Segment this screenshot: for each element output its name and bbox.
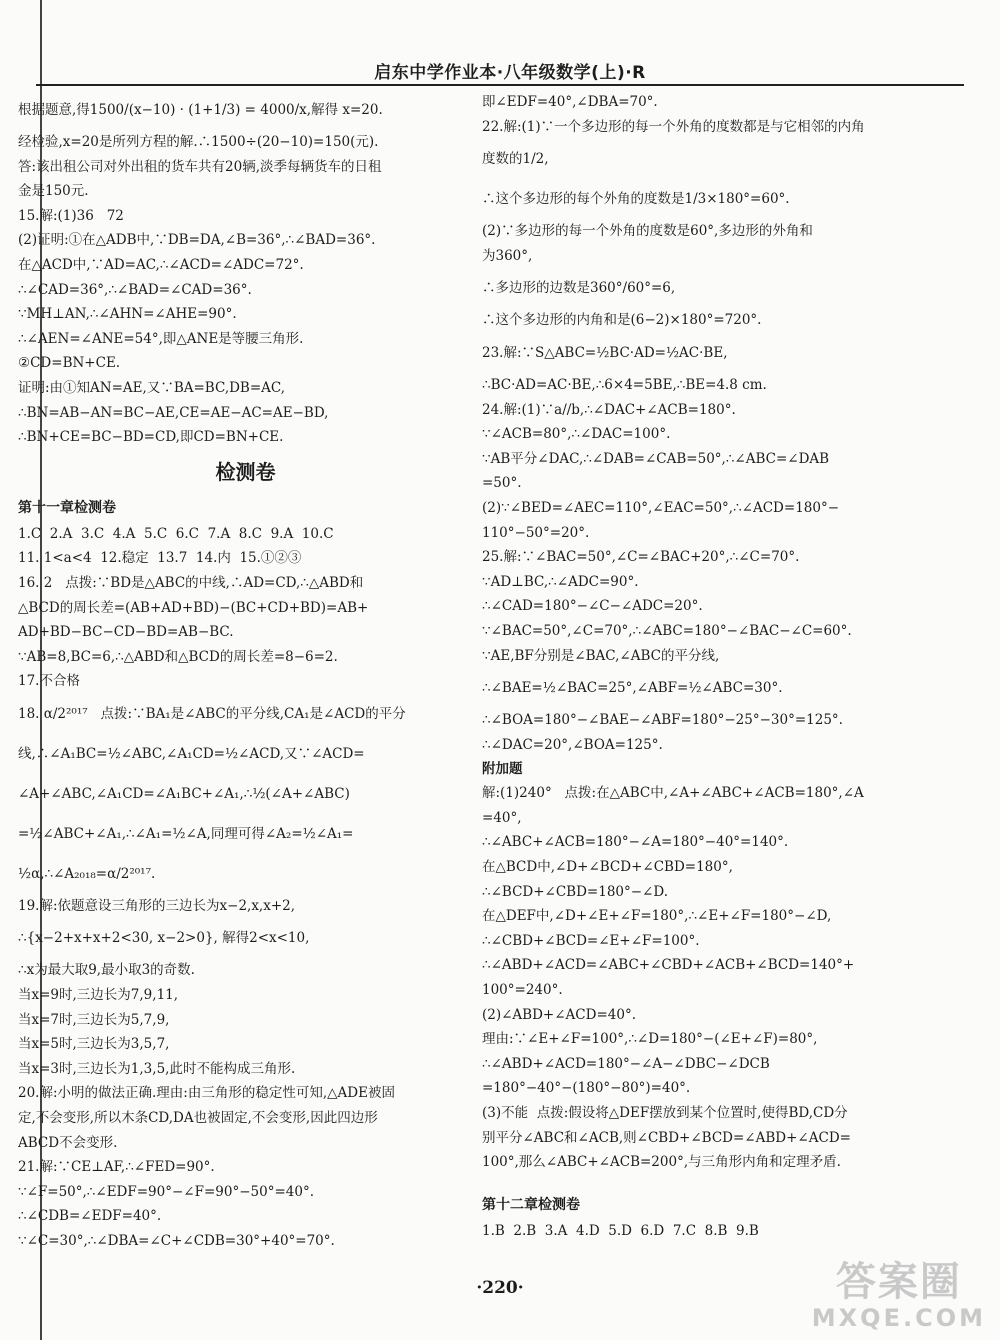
text-line: 理由:∵∠E+∠F=100°,∴∠D=180°−(∠E+∠F)=80°,: [482, 1031, 818, 1048]
text-line: 度数的1/2,: [482, 151, 549, 168]
text-line: 100°=240°.: [482, 982, 563, 999]
text-line: 答:该出租公司对外出租的货车共有20辆,淡季每辆货车的日租: [18, 158, 382, 175]
text-line: ∵∠ACB=80°,∴∠DAC=100°.: [482, 426, 671, 443]
left-column: [18, 90, 473, 1290]
text-line: AD+BD−BC−CD−BD=AB−BC.: [18, 624, 234, 641]
text-line: 定,不会变形,所以木条CD,DA也被固定,不会变形,因此四边形: [18, 1110, 378, 1127]
text-line: ∴∠CAD=180°−∠C−∠ADC=20°.: [482, 598, 703, 615]
text-line: ∴∠BCD+∠CBD=180°−∠D.: [482, 883, 669, 900]
text-line: 解:(1)240° 点拨:在△ABC中,∠A+∠ABC+∠ACB=180°,∠A: [482, 785, 864, 802]
text-line: 在△BCD中,∠D+∠BCD+∠CBD=180°,: [482, 859, 733, 876]
text-line: 24.解:(1)∵a//b,∴∠DAC+∠ACB=180°.: [482, 401, 736, 418]
page-header: 启东中学作业本·八年级数学(上)·R: [374, 63, 646, 83]
text-line: (2)∵多边形的每一个外角的度数是60°,多边形的外角和: [482, 223, 813, 240]
text-line: 21.解:∵CE⊥AF,∴∠FED=90°.: [18, 1159, 215, 1176]
text-line: =180°−40°−(180°−80°)=40°.: [482, 1080, 691, 1097]
text-line: 110°−50°=20°.: [482, 524, 590, 541]
watermark-url: MXQE.COM: [811, 1304, 986, 1332]
left-bottom-block: [18, 522, 473, 1254]
text-line: ∴∠CAD=36°,∴∠BAD=∠CAD=36°.: [18, 281, 252, 298]
right-column: [482, 90, 952, 1290]
text-line: ∴{x−2+x+x+2<30, x−2>0}, 解得2<x<10,: [18, 930, 310, 947]
text-line: 线,∴∠A₁BC=½∠ABC,∠A₁CD=½∠ACD,又∵∠ACD=: [18, 745, 365, 762]
site-watermark: [812, 1260, 986, 1332]
text-line: ∴x为最大取9,最小取3的奇数.: [18, 962, 195, 979]
text-line: 在△DEF中,∠D+∠E+∠F=180°,∴∠E+∠F=180°−∠D,: [482, 908, 832, 925]
text-line: 20.解:小明的做法正确.理由:由三角形的稳定性可知,△ADE被固: [18, 1085, 395, 1102]
text-line: ∴这个多边形的每个外角的度数是1/3×180°=60°.: [482, 191, 790, 208]
text-line: 根据题意,得1500/(x−10) · (1+1/3) = 4000/x,解得 x=20.: [18, 102, 383, 118]
text-line: ∴∠ABD+∠ACD=180°−∠A−∠DBC−∠DCB: [482, 1055, 770, 1072]
text-line: ∴∠DAC=20°,∠BOA=125°.: [482, 736, 663, 753]
text-line: 22.解:(1)∵一个多边形的每一个外角的度数都是与它相邻的内角: [482, 118, 865, 135]
text-line: ②CD=BN+CE.: [18, 355, 121, 372]
left-top-block: [18, 90, 473, 450]
text-line: ∵AB平分∠DAC,∴∠DAB=∠CAB=50°,∴∠ABC=∠DAB: [482, 450, 830, 467]
text-line: ∴∠ABD+∠ACD=∠ABC+∠CBD+∠ACB+∠BCD=140°+: [482, 957, 855, 974]
text-line: 25.解:∵∠BAC=50°,∠C=∠BAC+20°,∴∠C=70°.: [482, 549, 800, 566]
text-line: 经检验,x=20是所列方程的解.∴1500÷(20−10)=150(元).: [18, 134, 379, 150]
text-line: =½∠ABC+∠A₁,∴∠A₁=½∠A,同理可得∠A₂=½∠A₁=: [18, 825, 354, 842]
text-line: 当x=3时,三边长为1,3,5,此时不能构成三角形.: [18, 1060, 296, 1077]
text-line: (2)∠ABD+∠ACD=40°.: [482, 1006, 636, 1023]
text-line: 11. 1<a<4 12.稳定 13.7 14.内 15.①②③: [18, 550, 302, 567]
text-line: 18. α/2²⁰¹⁷ 点拨:∵BA₁是∠ABC的平分线,CA₁是∠ACD的平分: [18, 705, 406, 722]
text-line: ∴BC·AD=AC·BE,∴6×4=5BE,∴BE=4.8 cm.: [482, 376, 767, 393]
text-line: ∴∠CBD+∠BCD=∠E+∠F=100°.: [482, 932, 700, 949]
text-line: ∴∠BAE=½∠BAC=25°,∠ABF=½∠ABC=30°.: [482, 680, 783, 697]
text-line: ∵AB=8,BC=6,∴△ABD和△BCD的周长差=8−6=2.: [18, 648, 338, 665]
text-line: ∵∠BAC=50°,∠C=70°,∴∠ABC=180°−∠BAC−∠C=60°.: [482, 622, 852, 639]
extra-questions-title: 附加题: [482, 761, 523, 778]
section-title: 检测卷: [215, 459, 276, 484]
text-line: ∵AE,BF分别是∠BAC,∠ABC的平分线,: [482, 647, 720, 664]
chapter-11-title: 第十一章检测卷: [18, 499, 116, 516]
text-line: 23.解:∵S△ABC=½BC·AD=½AC·BE,: [482, 344, 728, 361]
text-line: =50°.: [482, 475, 522, 492]
text-line: 当x=5时,三边长为3,5,7,: [18, 1036, 170, 1053]
text-line: (2)证明:①在△ADB中,∵DB=DA,∠B=36°,∴∠BAD=36°.: [18, 232, 376, 249]
right-answers-block: [482, 90, 952, 757]
text-line: ∴∠ABC+∠ACB=180°−∠A=180°−40°=140°.: [482, 834, 789, 851]
text-line: 在△ACD中,∵AD=AC,∴∠ACD=∠ADC=72°.: [18, 256, 304, 273]
text-line: 19.解:依题意设三角形的三边长为x−2,x,x+2,: [18, 897, 296, 914]
text-line: ∴BN=AB−AN=BC−AE,CE=AE−AC=AE−BD,: [18, 404, 329, 421]
text-line: 1.C 2.A 3.C 4.A 5.C 6.C 7.A 8.C 9.A 10.C: [18, 525, 334, 542]
text-line: ∵AD⊥BC,∴∠ADC=90°.: [482, 573, 639, 590]
text-line: △BCD的周长差=(AB+AD+BD)−(BC+CD+BD)=AB+: [18, 599, 369, 616]
text-line: 15.解:(1)36 72: [18, 207, 124, 224]
text-line: 16. 2 点拨:∵BD是△ABC的中线,∴AD=CD,∴△ABD和: [18, 574, 364, 591]
text-line: 金是150元.: [18, 183, 89, 200]
text-line: 为360°,: [482, 247, 533, 264]
text-line: =40°,: [482, 809, 522, 826]
text-line: ∴∠BOA=180°−∠BAE−∠ABF=180°−25°−30°=125°.: [482, 712, 843, 729]
watermark-logo-text: 答案圈: [835, 1259, 962, 1305]
text-line: ∴BN+CE=BC−BD=CD,即CD=BN+CE.: [18, 429, 284, 446]
text-line: 证明:由①知AN=AE,又∵BA=BC,DB=AC,: [18, 379, 286, 396]
text-line: (3)不能 点拨:假设将△DEF摆放到某个位置时,使得BD,CD分: [482, 1105, 848, 1121]
text-line: ½α,∴∠A₂₀₁₈=α/2²⁰¹⁷.: [18, 865, 156, 882]
text-line: 当x=7时,三边长为5,7,9,: [18, 1011, 170, 1028]
text-line: (2)∵∠BED=∠AEC=110°,∠EAC=50°,∴∠ACD=180°−: [482, 499, 840, 516]
header-rule: [36, 84, 964, 86]
chapter-12-answers: 1.B 2.B 3.A 4.D 5.D 6.D 7.C 8.B 9.B: [482, 1222, 759, 1239]
text-line: 当x=9时,三边长为7,9,11,: [18, 987, 179, 1004]
text-line: ∴∠CDB=∠EDF=40°.: [18, 1208, 162, 1225]
text-line: 17.不合格: [18, 673, 80, 690]
text-line: ∴多边形的边数是360°/60°=6,: [482, 280, 676, 297]
text-line: 即∠EDF=40°,∠DBA=70°.: [482, 94, 658, 110]
text-line: ∵MH⊥AN,∴∠AHN=∠AHE=90°.: [18, 306, 237, 323]
text-line: 别平分∠ABC和∠ACB,则∠CBD+∠BCD=∠ABD+∠ACD=: [482, 1129, 851, 1146]
extra-answers-block: [482, 781, 952, 1175]
text-line: ABCD不会变形.: [18, 1134, 118, 1151]
text-line: ∵∠F=50°,∴∠EDF=90°−∠F=90°−50°=40°.: [18, 1183, 314, 1200]
text-line: ∴∠AEN=∠ANE=54°,即△ANE是等腰三角形.: [18, 330, 304, 347]
chapter-12-title: 第十二章检测卷: [482, 1196, 580, 1213]
text-line: 100°,那么∠ABC+∠ACB=200°,与三角形内角和定理矛盾.: [482, 1154, 841, 1171]
text-line: ∴这个多边形的内角和是(6−2)×180°=720°.: [482, 312, 762, 329]
page-number: ·220·: [476, 1278, 524, 1298]
text-line: ∠A+∠ABC,∠A₁CD=∠A₁BC+∠A₁,∴½(∠A+∠ABC): [18, 785, 350, 802]
text-line: ∵∠C=30°,∴∠DBA=∠C+∠CDB=30°+40°=70°.: [18, 1233, 335, 1249]
